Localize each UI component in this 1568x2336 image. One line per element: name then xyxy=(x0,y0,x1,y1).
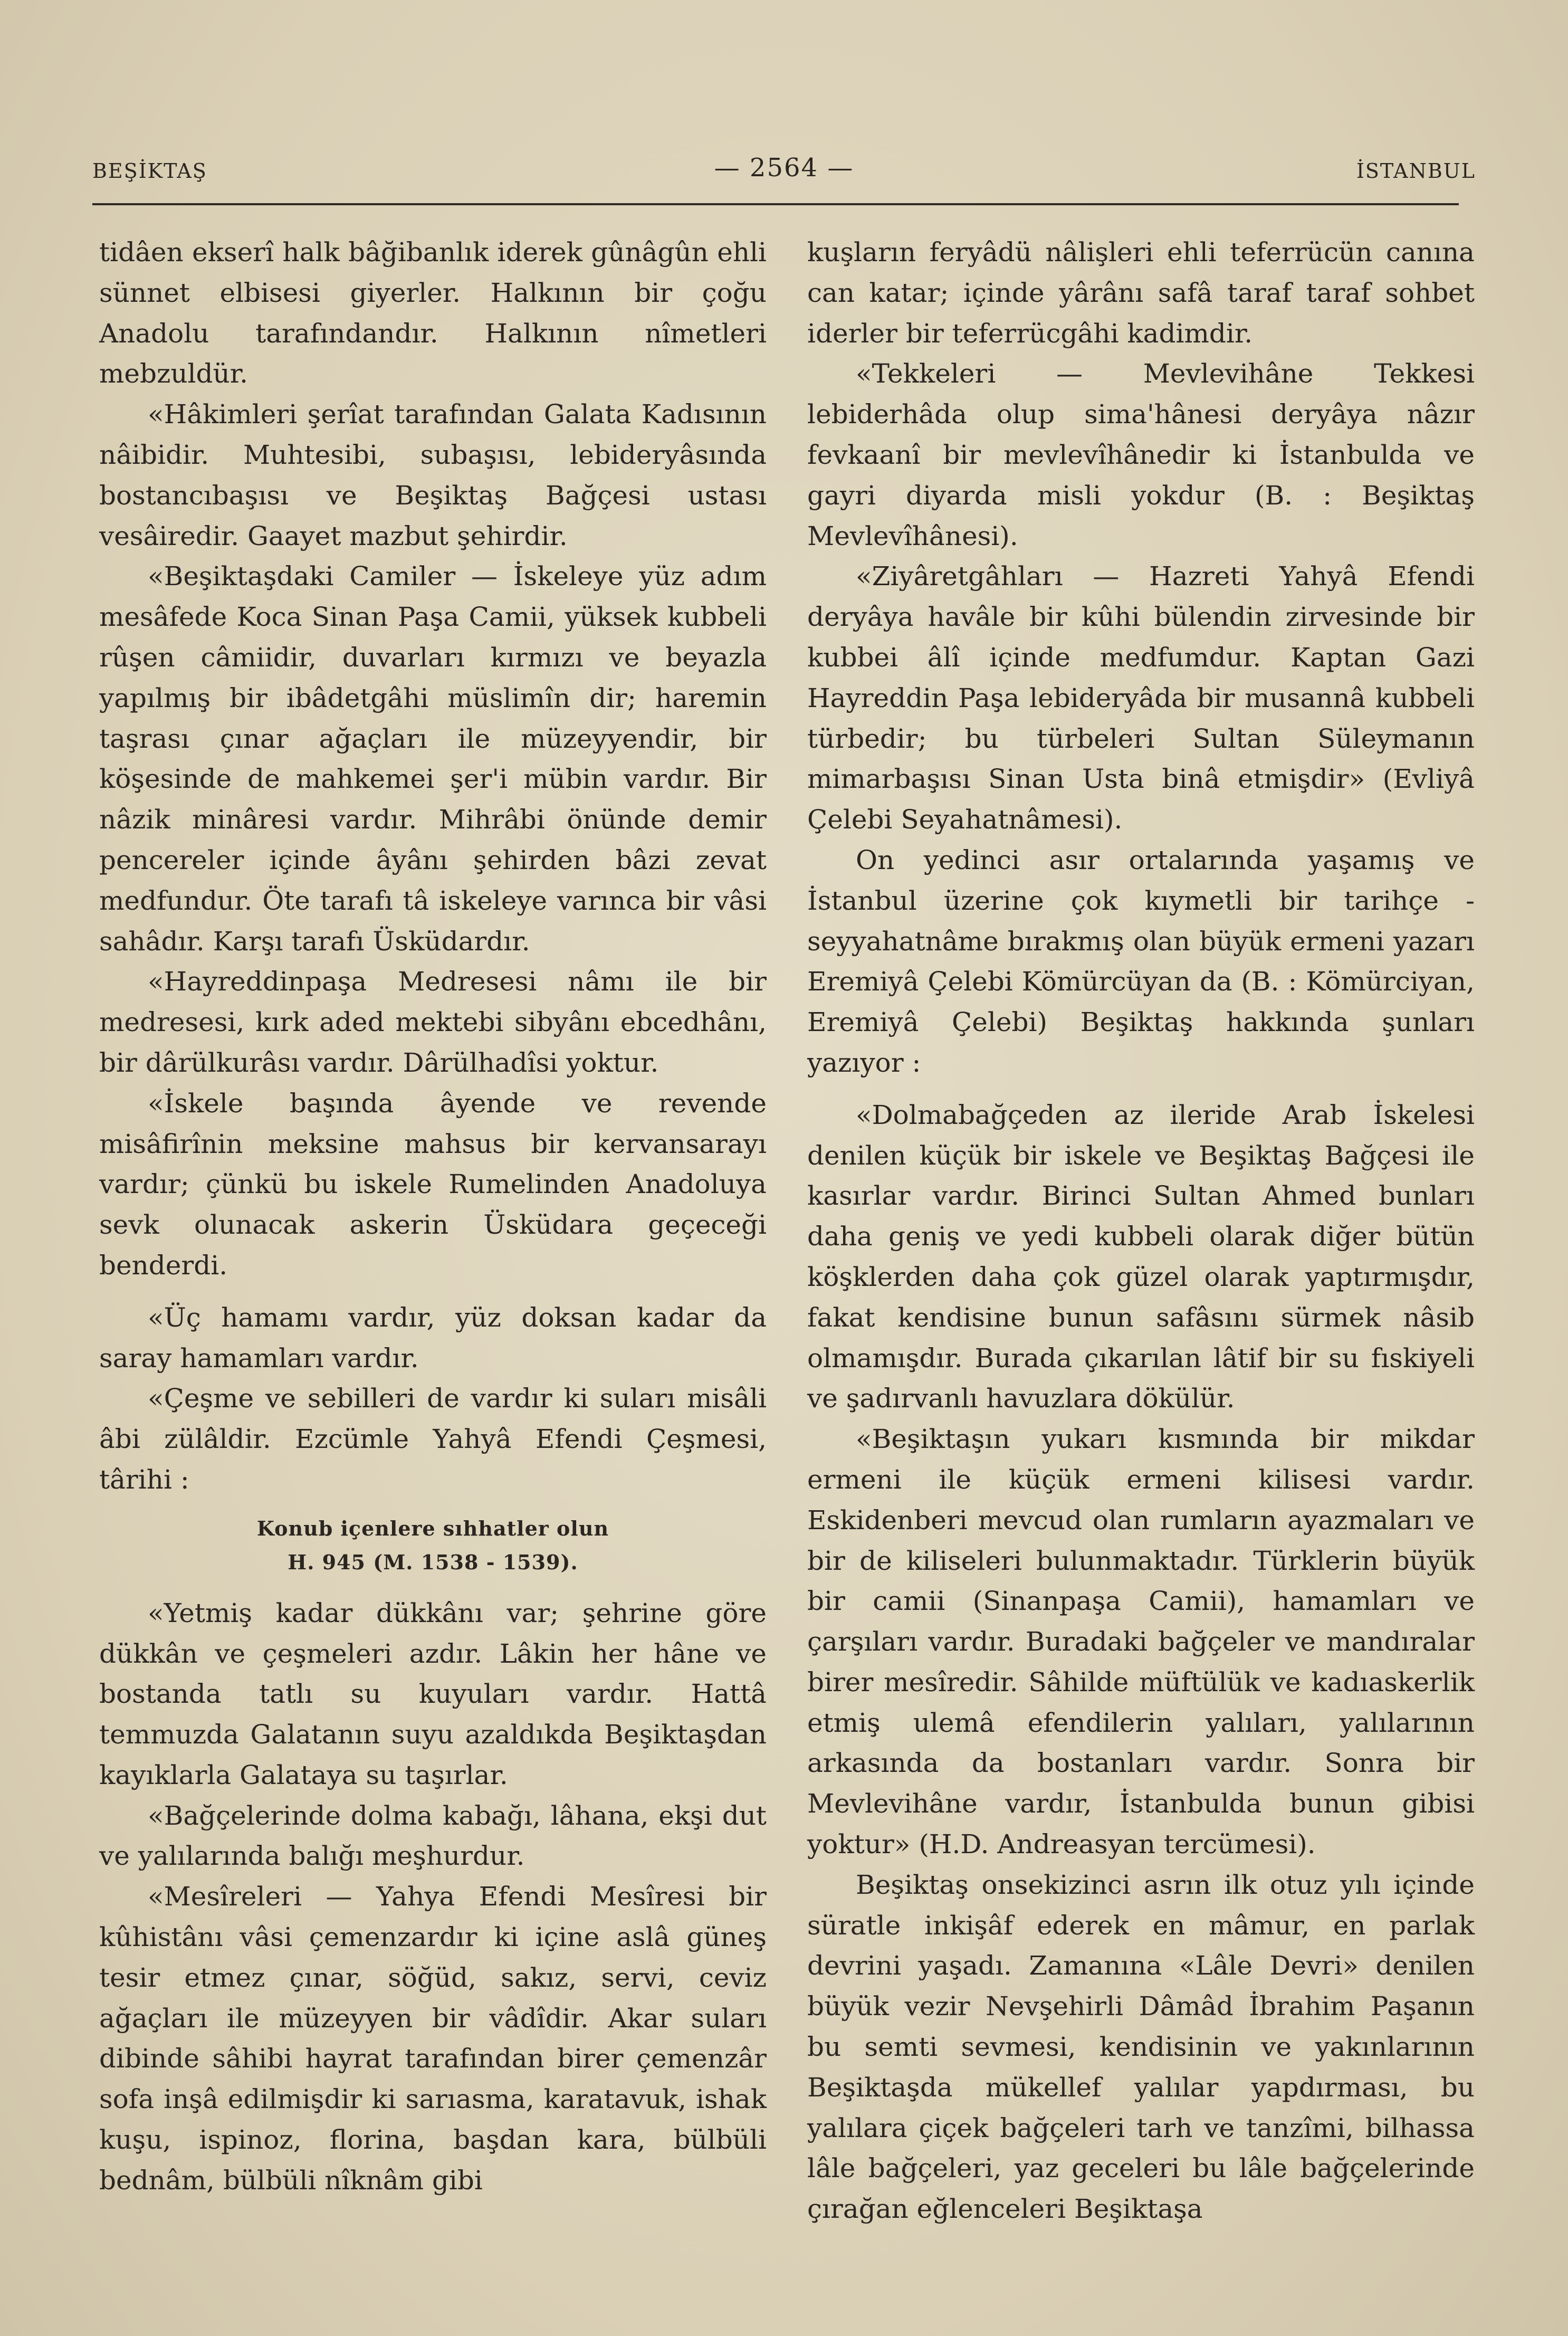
paragraph: «Yetmiş kadar dükkânı var; şehrine göre dükkân ve çeşmeleri azdır. Lâkin her hâne ve bostanda tatlı su kuyuları vardır. Hattâ temmuzda Galatanın suyu azaldıkda Beşiktaşdan kayıklarla Galataya su taşırlar. xyxy=(99,1597,767,1790)
paragraph: «Çeşme ve sebilleri de vardır ki suları misâli âbi zülâldir. Ezcümle Yahyâ Efendi Çeşmesi, târihi : xyxy=(99,1383,767,1495)
paragraph: «Bağçelerinde dolma kabağı, lâhana, ekşi dut ve yalılarında balığı meşhurdur. xyxy=(99,1800,767,1872)
header-rule-left xyxy=(92,203,562,205)
paragraph: kuşların feryâdü nâlişleri ehli teferrücün canına can katar; içinde yârânı safâ taraf taraf sohbet iderler bir teferrücgâhi kadimdir. xyxy=(807,237,1475,349)
verse-line: Konub içenlere sıhhatler olun xyxy=(256,1516,609,1540)
paragraph: Beşiktaş onsekizinci asrın ilk otuz yılı içinde süratle inkişâf ederek en mâmur, en parlak devrini yaşadı. Zamanına «Lâle Devri» denilen büyük vezir Nevşehirli Dâmâd İbrahim Paşanın bu semti sevmesi, kendisinin ve yakınlarının Beşiktaşda mükellef yalılar yapdırması, bu yalılara çiçek bağçeleri tarh ve tanzîmi, bilhassa lâle bağçeleri, yaz geceleri bu lâle bağçelerinde çırağan eğlenceleri Beşiktaşa xyxy=(807,1869,1475,2225)
running-header xyxy=(92,153,1476,190)
paragraph: «Tekkeleri — Mevlevihâne Tekkesi lebiderhâda olup sima'hânesi deryâya nâzır fevkaanî bir mevlevîhânedir ki İstanbulda ve gayri diyarda misli yokdur (B. : Beşiktaş Mevlevîhânesi). xyxy=(807,358,1475,551)
page-number: — 2564 — xyxy=(714,153,854,183)
verse-date: H. 945 (M. 1538 - 1539). xyxy=(288,1550,578,1574)
inscription-verse xyxy=(99,1512,767,1579)
paragraph: «Hâkimleri şerîat tarafından Galata Kadısının nâibidir. Muhtesibi, subaşısı, lebideryâsında bostancıbaşısı ve Beşiktaş Bağçesi ustası vesâiredir. Gaayet mazbut şehirdir. xyxy=(99,399,767,551)
paragraph: «Beşiktaşın yukarı kısmında bir mikdar ermeni ile küçük ermeni kilisesi vardır. Eskidenberi mevcud olan rumların ayazmaları ve bir de kiliseleri bulunmaktadır. Türklerin büyük bir camii (Sinanpaşa Camii), hamamları ve çarşıları vardır. Buradaki bağçeler ve mandıralar birer mesîredir. Sâhilde müftülük ve kadıaskerlik etmiş ulemâ efendilerin yalıları, yalılarının arkasında da bostanları vardır. Sonra bir Mevlevihâne vardır, İstanbulda bunun gibisi yoktur» (H.D. Andreasyan tercümesi). xyxy=(807,1424,1475,1860)
paragraph: «Ziyâretgâhları — Hazreti Yahyâ Efendi deryâya havâle bir kûhi bülendin zirvesinde bir kubbei âlî içinde medfumdur. Kaptan Gazi Hayreddin Paşa lebideryâda bir musannâ kubbeli türbedir; bu türbeleri Sultan Süleymanın mimarbaşısı Sinan Usta binâ etmişdir» (Evliyâ Çelebi Seyahatnâmesi). xyxy=(807,561,1475,835)
header-rule-right xyxy=(551,203,1459,205)
left-column xyxy=(99,232,767,2201)
paragraph: On yedinci asır ortalarında yaşamış ve İstanbul üzerine çok kıymetli bir tarihçe - seyyahatnâme bırakmış olan büyük ermeni yazarı Eremiyâ Çelebi Kömürcüyan da (B. : Kömürciyan, Eremiyâ Çelebi) Beşiktaş hakkında şunları yazıyor : xyxy=(807,844,1475,1078)
paragraph: «Beşiktaşdaki Camiler — İskeleye yüz adım mesâfede Koca Sinan Paşa Camii, yüksek kubbeli rûşen câmiidir, duvarları kırmızı ve beyazla yapılmış bir ibâdetgâhi müslimîn dir; haremin taşrası çınar ağaçları ile müzeyyendir, bir köşesinde de mahkemei şer'i mübin vardır. Bir nâzik minâresi vardır. Mihrâbi önünde demir pencereler içinde âyânı şehirden bâzi zevat medfundur. Öte tarafı tâ iskeleye varınca bir vâsi sahâdır. Karşı tarafı Üsküdardır. xyxy=(99,561,767,957)
paragraph: tidâen ekserî halk bâğibanlık iderek gûnâgûn ehli sünnet elbisesi giyerler. Halkının bir çoğu Anadolu tarafındandır. Halkının nîmetleri mebzuldür. xyxy=(99,237,767,389)
paragraph: «Mesîreleri — Yahya Efendi Mesîresi bir kûhistânı vâsi çemenzardır ki içine aslâ güneş tesir etmez çınar, söğüd, sakız, servi, ceviz ağaçları ile müzeyyen bir vâdîdir. Akar suları dibinde sâhibi hayrat tarafından birer çemenzâr sofa inşâ edilmişdir ki sarıasma, karatavuk, ishak kuşu, ispinoz, florina, başdan kara, bülbüli bednâm, bülbüli nîknâm gibi xyxy=(99,1881,767,2196)
paragraph: «Üç hamamı vardır, yüz doksan kadar da saray hamamları vardır. xyxy=(99,1302,767,1374)
paragraph: «Dolmabağçeden az ileride Arab İskelesi denilen küçük bir iskele ve Beşiktaş Bağçesi ile kasırlar vardır. Birinci Sultan Ahmed bunları daha geniş ve yedi kubbeli olarak diğer bütün köşklerden daha çok güzel olarak yaptırmışdır, fakat kendisine bunun safâsını sürmek nâsib olmamışdır. Burada çıkarılan lâtif bir su fıskiyeli ve şadırvanlı havuzlara dökülür. xyxy=(807,1099,1475,1414)
paragraph: «Hayreddinpaşa Medresesi nâmı ile bir medresesi, kırk aded mektebi sibyânı ebcedhânı, bir dârülkurâsı vardır. Dârülhadîsi yoktur. xyxy=(99,966,767,1078)
header-city-title: İSTANBUL xyxy=(1356,159,1476,183)
header-section-title: BEŞİKTAŞ xyxy=(92,159,207,183)
right-column xyxy=(807,232,1475,2229)
paragraph: «İskele başında âyende ve revende misâfirînin meksine mahsus bir kervansarayı vardır; çünkü bu iskele Rumelinden Anadoluya sevk olunacak askerin Üsküdara geçeceği benderdi. xyxy=(99,1088,767,1281)
